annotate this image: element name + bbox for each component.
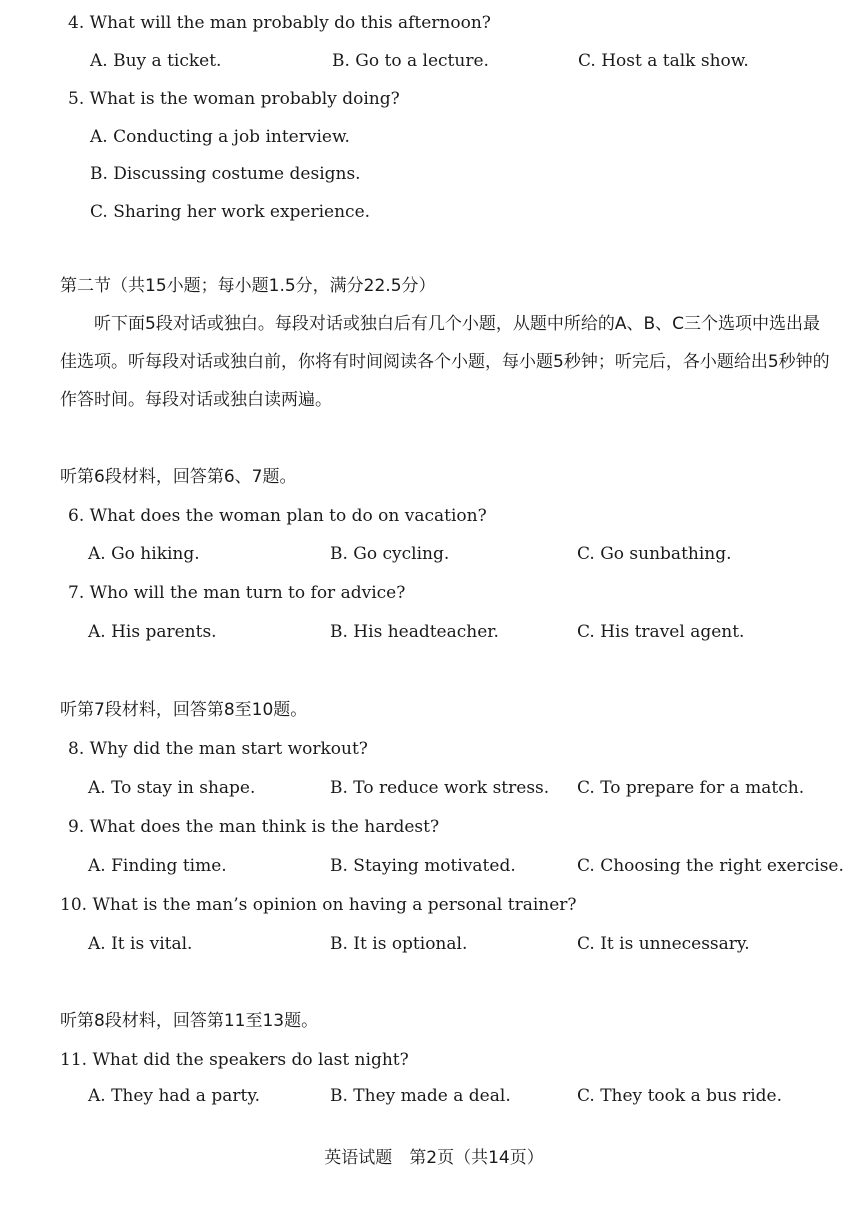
question-4-stem: 4. What will the man probably do this afternoon? xyxy=(68,13,491,33)
question-8-option-c: C. To prepare for a match. xyxy=(577,778,805,798)
question-10-stem: 10. What is the man’s opinion on having a personal trainer? xyxy=(60,895,577,915)
question-7-option-a: A. His parents. xyxy=(88,622,217,642)
question-4-option-c: C. Host a talk show. xyxy=(578,51,749,71)
question-10-option-b: B. It is optional. xyxy=(330,934,468,954)
question-9-option-c: C. Choosing the right exercise. xyxy=(577,856,844,876)
question-11-option-c: C. They took a bus ride. xyxy=(577,1086,782,1106)
question-9-option-b: B. Staying motivated. xyxy=(330,856,516,876)
question-4-option-b: B. Go to a lecture. xyxy=(332,51,489,71)
question-11-option-a: A. They had a party. xyxy=(88,1086,261,1106)
question-5-stem: 5. What is the woman probably doing? xyxy=(68,89,400,109)
question-5-option-b: B. Discussing costume designs. xyxy=(90,164,361,184)
passage-7-heading: 听第7段材料，回答第8至10题。 xyxy=(60,700,308,720)
question-5-option-a: A. Conducting a job interview. xyxy=(90,127,350,147)
question-7-option-c: C. His travel agent. xyxy=(577,622,745,642)
question-6-option-c: C. Go sunbathing. xyxy=(577,544,732,564)
section-2-heading: 第二节（共15小题；每小题1.5分，满分22.5分） xyxy=(60,276,436,296)
question-11-option-b: B. They made a deal. xyxy=(330,1086,511,1106)
question-6-stem: 6. What does the woman plan to do on vacation? xyxy=(68,506,487,526)
question-9-stem: 9. What does the man think is the hardest? xyxy=(68,817,440,837)
question-10-option-c: C. It is unnecessary. xyxy=(577,934,750,954)
question-8-stem: 8. Why did the man start workout? xyxy=(68,739,368,759)
question-4-option-a: A. Buy a ticket. xyxy=(90,51,222,71)
passage-6-heading: 听第6段材料，回答第6、7题。 xyxy=(60,467,297,487)
question-7-option-b: B. His headteacher. xyxy=(330,622,499,642)
page-footer: 英语试题 第2页（共14页） xyxy=(324,1148,544,1168)
question-5-option-c: C. Sharing her work experience. xyxy=(90,202,371,222)
question-6-option-b: B. Go cycling. xyxy=(330,544,450,564)
question-7-stem: 7. Who will the man turn to for advice? xyxy=(68,583,406,603)
section-2-instructions: 听下面5段对话或独白。每段对话或独白后有几个小题，从题中所给的A、B、C三个选项中选出最佳选项。听每段对话或独白前，你将有时间阅读各个小题，每小题5秒钟；听完后，各小题给出5秒钟的作答时间。每段对话或独白读两遍。 xyxy=(60,314,830,410)
question-8-option-a: A. To stay in shape. xyxy=(88,778,256,798)
passage-8-heading: 听第8段材料，回答第11至13题。 xyxy=(60,1011,319,1031)
question-11-stem: 11. What did the speakers do last night? xyxy=(60,1050,409,1070)
question-8-option-b: B. To reduce work stress. xyxy=(330,778,550,798)
question-9-option-a: A. Finding time. xyxy=(88,856,227,876)
question-6-option-a: A. Go hiking. xyxy=(88,544,200,564)
question-10-option-a: A. It is vital. xyxy=(88,934,193,954)
